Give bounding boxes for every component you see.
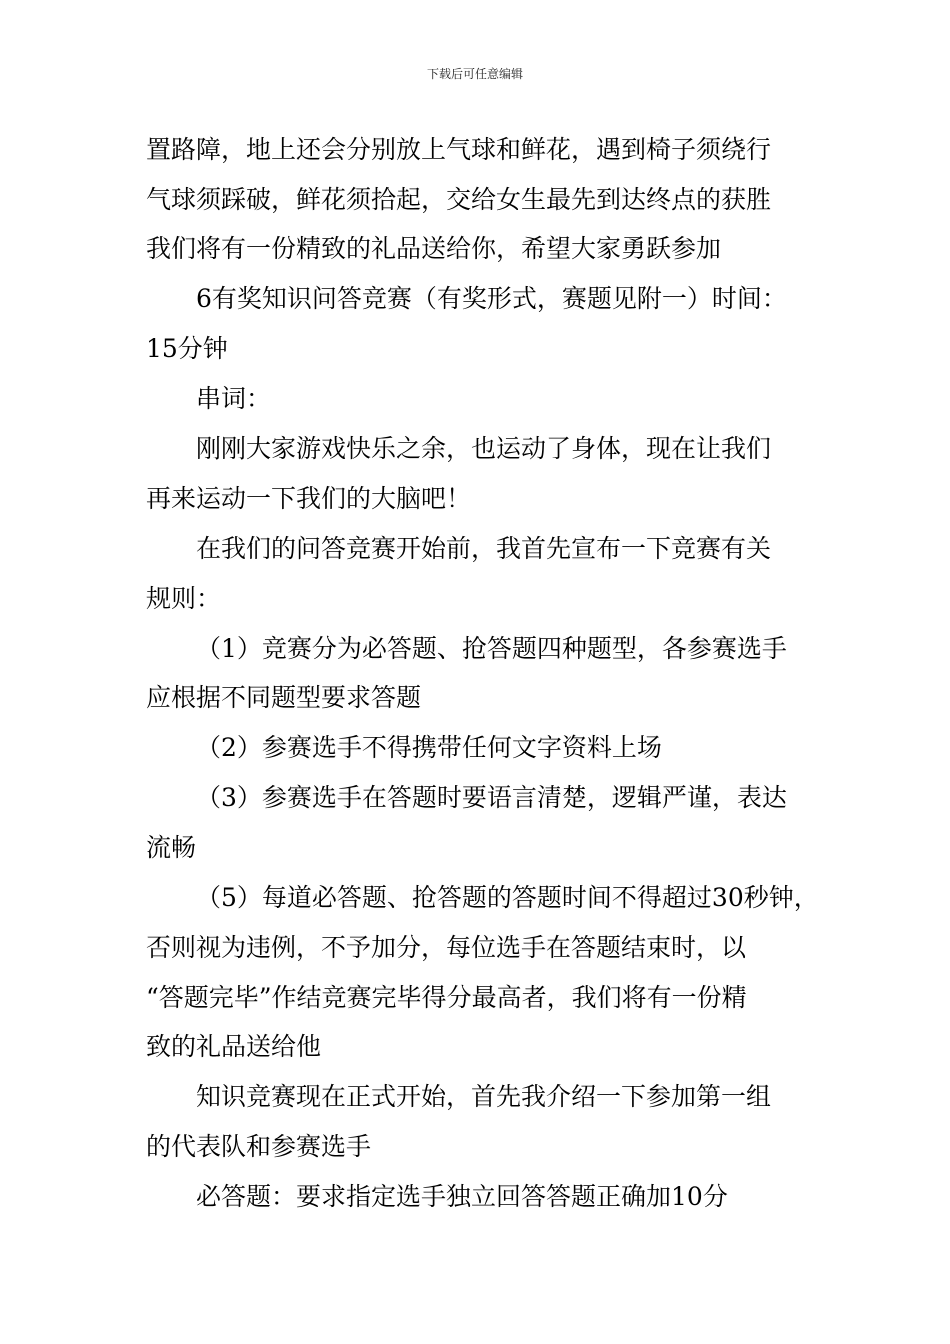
text-line: 规则： — [146, 584, 222, 613]
text-line: 的代表队和参赛选手 — [146, 1132, 372, 1161]
text-line: 再来运动一下我们的大脑吧！ — [146, 484, 472, 513]
text-line: 串词： — [196, 384, 272, 413]
page-header: 下载后可任意编辑 — [426, 67, 523, 81]
text-line: 致的礼品送给他 — [146, 1032, 322, 1061]
text-line: “答题完毕”作结竞赛完毕得分最高者，我们将有一份精 — [146, 983, 747, 1012]
text-line: 置路障，地上还会分别放上气球和鲜花，遇到椅子须绕行 — [146, 135, 772, 164]
text-line: 必答题：要求指定选手独立回答答题正确加10分 — [196, 1182, 728, 1211]
text-line: 否则视为违例，不予加分，每位选手在答题结束时，以 — [146, 933, 747, 962]
text-line: 流畅 — [146, 833, 197, 862]
text-line: 知识竞赛现在正式开始，首先我介绍一下参加第一组 — [196, 1082, 772, 1111]
text-line: （3）参赛选手在答题时要语言清楚，逻辑严谨，表达 — [196, 783, 787, 812]
text-line: 15分钟 — [146, 334, 228, 363]
text-line: 应根据不同题型要求答题 — [146, 683, 422, 712]
text-line: （2）参赛选手不得携带任何文字资料上场 — [196, 733, 662, 762]
text-line: 6有奖知识问答竞赛（有奖形式，赛题见附一）时间： — [196, 284, 787, 313]
text-line: 在我们的问答竞赛开始前，我首先宣布一下竞赛有关 — [196, 534, 772, 563]
text-line: 我们将有一份精致的礼品送给你，希望大家勇跃参加 — [146, 234, 722, 263]
text-line: 刚刚大家游戏快乐之余，也运动了身体，现在让我们 — [196, 434, 772, 463]
text-line: 气球须踩破，鲜花须拾起，交给女生最先到达终点的获胜 — [146, 185, 772, 214]
text-line: （1）竞赛分为必答题、抢答题四种题型，各参赛选手 — [196, 634, 787, 663]
text-line: （5）每道必答题、抢答题的答题时间不得超过30秒钟， — [196, 883, 819, 912]
